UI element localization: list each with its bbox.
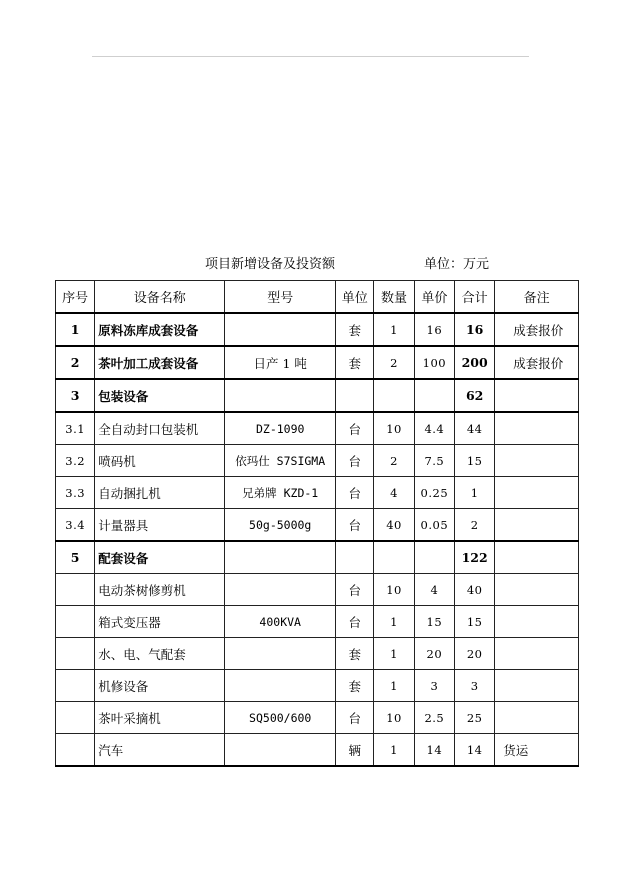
row-unit: 辆 [336,734,374,767]
row-unit [336,541,374,574]
row-no: 3 [56,379,95,412]
row-no [56,670,95,702]
row-unit: 套 [336,670,374,702]
row-remark [495,638,579,670]
row-unit: 套 [336,638,374,670]
row-qty: 10 [374,702,414,734]
row-price: 100 [414,346,454,379]
row-qty: 40 [374,509,414,542]
row-qty: 1 [374,734,414,767]
row-name: 自动捆扎机 [95,477,225,509]
row-model [225,379,336,412]
row-remark [495,670,579,702]
row-no: 1 [56,313,95,346]
row-unit: 台 [336,574,374,606]
row-no [56,606,95,638]
row-price: 4 [414,574,454,606]
row-name: 包装设备 [95,379,225,412]
row-remark: 货运 [495,734,579,767]
row-remark: 成套报价 [495,313,579,346]
row-name: 茶叶加工成套设备 [95,346,225,379]
row-qty: 1 [374,606,414,638]
row-remark [495,606,579,638]
row-model [225,574,336,606]
row-total: 200 [455,346,495,379]
row-remark [495,412,579,445]
row-price [414,541,454,574]
table-row [56,445,579,477]
row-price: 3 [414,670,454,702]
table-header-row [56,281,579,314]
row-name: 计量器具 [95,509,225,542]
row-remark [495,445,579,477]
row-no [56,734,95,767]
row-unit: 台 [336,702,374,734]
row-total: 2 [455,509,495,542]
row-total: 122 [455,541,495,574]
row-total: 62 [455,379,495,412]
title-row [0,253,621,273]
table-row [56,379,579,412]
row-name: 茶叶采摘机 [95,702,225,734]
row-model [225,670,336,702]
row-no: 2 [56,346,95,379]
row-total: 15 [455,606,495,638]
header-cell: 数量 [374,281,414,314]
row-remark: 成套报价 [495,346,579,379]
row-total: 15 [455,445,495,477]
row-model: SQ500/600 [225,702,336,734]
table-row [56,638,579,670]
header-cell: 单价 [414,281,454,314]
header-cell: 单位 [336,281,374,314]
row-name: 机修设备 [95,670,225,702]
row-unit [336,379,374,412]
row-qty: 1 [374,670,414,702]
table-row [56,606,579,638]
header-cell: 型号 [225,281,336,314]
table-row [56,346,579,379]
row-total: 14 [455,734,495,767]
row-qty: 2 [374,445,414,477]
row-qty: 10 [374,412,414,445]
table-row [56,574,579,606]
row-price: 0.05 [414,509,454,542]
row-price: 20 [414,638,454,670]
row-price: 16 [414,313,454,346]
row-price [414,379,454,412]
table-title: 项目新增设备及投资额 [205,257,336,272]
row-remark [495,702,579,734]
header-cell: 设备名称 [95,281,225,314]
row-name: 配套设备 [95,541,225,574]
row-model [225,313,336,346]
row-name: 水、电、气配套 [95,638,225,670]
header-cell: 序号 [56,281,95,314]
row-remark [495,477,579,509]
row-qty: 4 [374,477,414,509]
row-name: 喷码机 [95,445,225,477]
row-qty: 10 [374,574,414,606]
row-name: 原料冻库成套设备 [95,313,225,346]
row-unit: 台 [336,412,374,445]
row-name: 箱式变压器 [95,606,225,638]
row-total: 40 [455,574,495,606]
row-unit: 套 [336,313,374,346]
row-remark [495,509,579,542]
table-row [56,734,579,767]
equipment-table [55,280,579,767]
row-no [56,638,95,670]
row-no [56,702,95,734]
row-total: 3 [455,670,495,702]
row-qty: 2 [374,346,414,379]
row-price: 2.5 [414,702,454,734]
row-model: DZ-1090 [225,412,336,445]
row-model: 400KVA [225,606,336,638]
table-row [56,509,579,542]
row-remark [495,541,579,574]
row-remark [495,574,579,606]
top-rule [92,56,529,57]
table-row [56,702,579,734]
row-total: 44 [455,412,495,445]
row-total: 16 [455,313,495,346]
row-name: 电动茶树修剪机 [95,574,225,606]
row-model: 日产 1 吨 [225,346,336,379]
table-row [56,313,579,346]
row-model [225,734,336,767]
row-qty [374,379,414,412]
row-total: 1 [455,477,495,509]
row-no: 3.3 [56,477,95,509]
row-model: 依玛仕 S7SIGMA [225,445,336,477]
header-cell: 备注 [495,281,579,314]
row-price: 7.5 [414,445,454,477]
row-no: 3.2 [56,445,95,477]
row-name: 全自动封口包装机 [95,412,225,445]
row-price: 14 [414,734,454,767]
table-row [56,670,579,702]
header-cell: 合计 [455,281,495,314]
row-unit: 台 [336,477,374,509]
row-unit: 套 [336,346,374,379]
row-name: 汽车 [95,734,225,767]
row-price: 15 [414,606,454,638]
row-model: 兄弟牌 KZD-1 [225,477,336,509]
row-unit: 台 [336,606,374,638]
table-row [56,541,579,574]
row-qty: 1 [374,313,414,346]
row-no: 3.1 [56,412,95,445]
row-no: 5 [56,541,95,574]
row-no: 3.4 [56,509,95,542]
row-model [225,541,336,574]
row-total: 25 [455,702,495,734]
table-row [56,412,579,445]
row-qty: 1 [374,638,414,670]
table-row [56,477,579,509]
row-unit: 台 [336,445,374,477]
row-model: 50g-5000g [225,509,336,542]
row-model [225,638,336,670]
row-qty [374,541,414,574]
row-unit: 台 [336,509,374,542]
row-price: 0.25 [414,477,454,509]
row-total: 20 [455,638,495,670]
row-price: 4.4 [414,412,454,445]
row-no [56,574,95,606]
row-remark [495,379,579,412]
unit-label: 单位：万元 [424,257,490,272]
